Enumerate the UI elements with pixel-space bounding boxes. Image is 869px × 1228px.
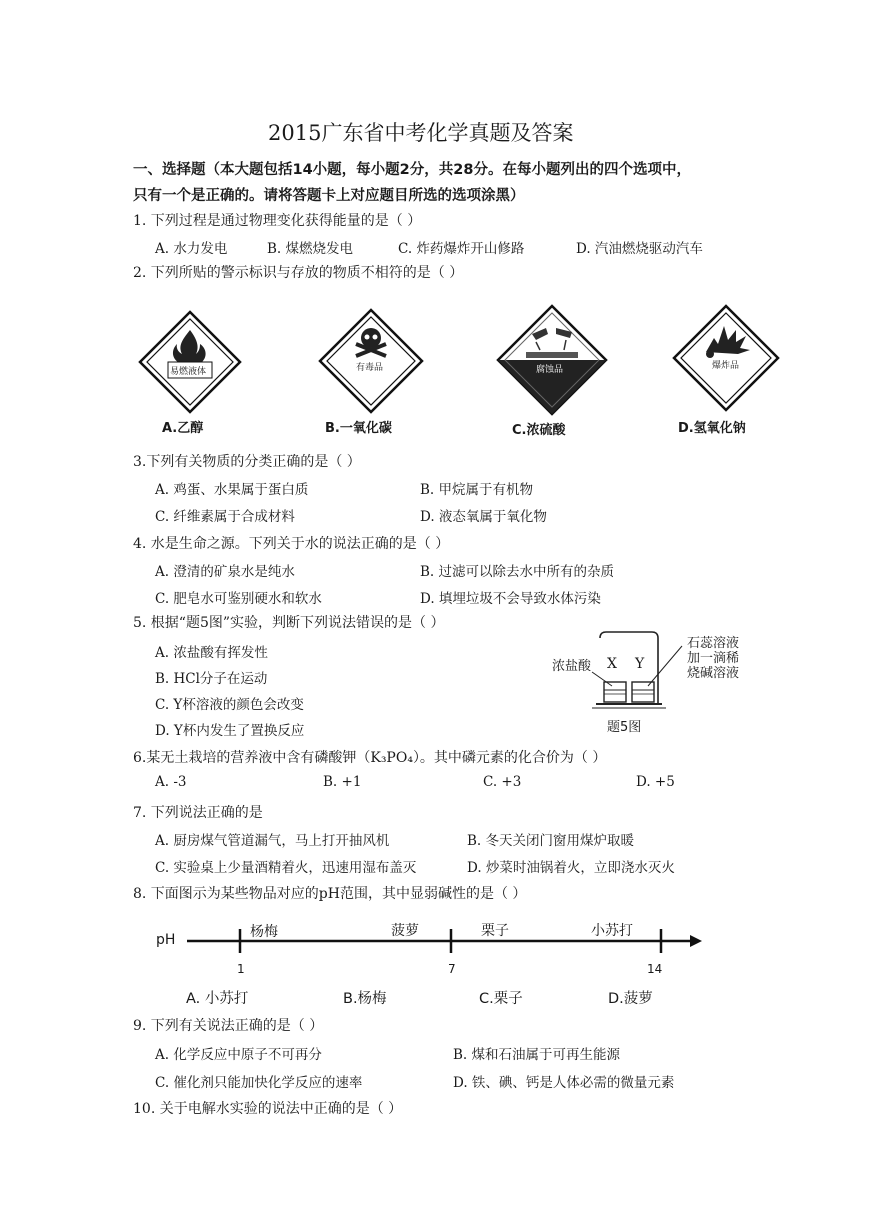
question-5-option-a: A. 浓盐酸有挥发性 [155,645,268,661]
ph-tick-14: 14 [647,962,663,976]
question-7-option-b: B. 冬天关闭门窗用煤炉取暖 [467,833,635,849]
question-1-option-a: A. 水力发电 [155,241,228,257]
sign-c-caption: C.浓硫酸 [512,423,566,438]
figure-5-caption: 题5图 [607,720,642,735]
sign-d-caption: D.氢氧化钠 [678,421,746,436]
question-8-option-d: D.菠萝 [608,991,653,1007]
question-4-option-c: C. 肥皂水可鉴别硬水和软水 [155,591,322,607]
page-title: 2015广东省中考化学真题及答案 [268,121,574,145]
question-4-stem: 4. 水是生命之源。下列关于水的说法正确的是（ ） [133,536,450,552]
question-6-option-a: A. -3 [155,774,187,790]
question-6-option-b: B. +1 [323,774,362,790]
question-6-option-c: C. +3 [483,774,522,790]
sign-b-caption: B.一氧化碳 [325,421,392,436]
hazard-sign-d [672,304,780,412]
question-3-stem: 3.下列有关物质的分类正确的是（ ） [133,454,361,470]
question-10-stem: 10. 关于电解水实验的说法中正确的是（ ） [133,1101,403,1117]
hazard-sign-c [496,304,608,416]
question-6-option-d: D. +5 [636,774,675,790]
figure-5-label-x: X [607,656,617,672]
question-8-option-c: C.栗子 [479,991,523,1007]
question-7-option-a: A. 厨房煤气管道漏气，马上打开抽风机 [155,833,390,849]
figure-5-label-right-1: 石蕊溶液 [687,636,740,651]
question-5-option-c: C. Y杯溶液的颜色会改变 [155,697,304,713]
question-3-option-b: B. 甲烷属于有机物 [420,482,534,498]
question-3-option-d: D. 液态氧属于氧化物 [420,509,547,525]
question-5-option-d: D. Y杯内发生了置换反应 [155,723,305,739]
sign-b-text: 有毒品 [356,363,384,373]
question-8-option-b: B.杨梅 [343,991,387,1007]
question-2-stem: 2. 下列所贴的警示标识与存放的物质不相符的是（ ） [133,265,464,281]
question-7-option-c: C. 实验桌上少量酒精着火，迅速用湿布盖灭 [155,860,417,876]
sign-c-text: 腐蚀品 [536,365,564,375]
question-9-option-a: A. 化学反应中原子不可再分 [155,1047,322,1063]
figure-5-label-right-3: 烧碱溶液 [687,666,740,681]
question-1-option-c: C. 炸药爆炸开山修路 [398,241,525,257]
question-1-option-d: D. 汽油燃烧驱动汽车 [576,241,703,257]
ph-tick-1: 1 [237,962,245,976]
question-5-stem: 5. 根据“题5图”实验，判断下列说法错误的是（ ） [133,615,445,631]
question-6-stem: 6.某无土栽培的营养液中含有磷酸钾（K₃PO₄）。其中磷元素的化合价为（ ） [133,750,607,766]
ph-tick-7: 7 [448,962,456,976]
corrosion-icon [496,304,608,416]
question-8-option-a: A. 小苏打 [186,991,249,1007]
ph-axis-label: pH [156,932,176,948]
ph-item-xiaosuda: 小苏打 [591,923,633,939]
sign-d-text: 爆炸品 [712,361,740,371]
ph-item-boluo: 菠萝 [391,923,419,939]
sign-a-text: 易燃液体 [170,367,207,377]
question-4-option-d: D. 填埋垃圾不会导致水体污染 [420,591,601,607]
figure-5-label-hcl: 浓盐酸 [552,659,592,674]
sign-a-caption: A.乙醇 [162,421,204,436]
question-1-option-b: B. 煤燃烧发电 [267,241,354,257]
question-8-stem: 8. 下面图示为某些物品对应的pH范围，其中显弱碱性的是（ ） [133,886,527,902]
question-7-option-d: D. 炒菜时油锅着火，立即浇水灭火 [467,860,675,876]
section-heading-line2: 只有一个是正确的。请将答题卡上对应题目所选的选项涂黑） [133,188,525,204]
figure-5-label-right-2: 加一滴稀 [687,651,740,666]
question-1-stem: 1. 下列过程是通过物理变化获得能量的是（ ） [133,213,422,229]
question-7-stem: 7. 下列说法正确的是 [133,805,263,821]
hazard-sign-b [318,308,424,414]
figure-5-label-y: Y [635,656,645,672]
question-9-stem: 9. 下列有关说法正确的是（ ） [133,1018,324,1034]
question-4-option-a: A. 澄清的矿泉水是纯水 [155,564,295,580]
question-4-option-b: B. 过滤可以除去水中所有的杂质 [420,564,615,580]
ph-item-lizi: 栗子 [481,923,509,939]
hazard-sign-a [138,310,242,414]
ph-item-yangmei: 杨梅 [250,924,278,940]
question-3-option-c: C. 纤维素属于合成材料 [155,509,295,525]
section-heading-line1: 一、选择题（本大题包括14小题，每小题2分，共28分。在每小题列出的四个选项中， [133,162,691,178]
flame-icon [138,310,242,414]
question-5-option-b: B. HCl分子在运动 [155,671,268,687]
question-9-option-b: B. 煤和石油属于可再生能源 [453,1047,621,1063]
question-3-option-a: A. 鸡蛋、水果属于蛋白质 [155,482,309,498]
question-9-option-c: C. 催化剂只能加快化学反应的速率 [155,1075,363,1091]
question-9-option-d: D. 铁、碘、钙是人体必需的微量元素 [453,1075,675,1091]
